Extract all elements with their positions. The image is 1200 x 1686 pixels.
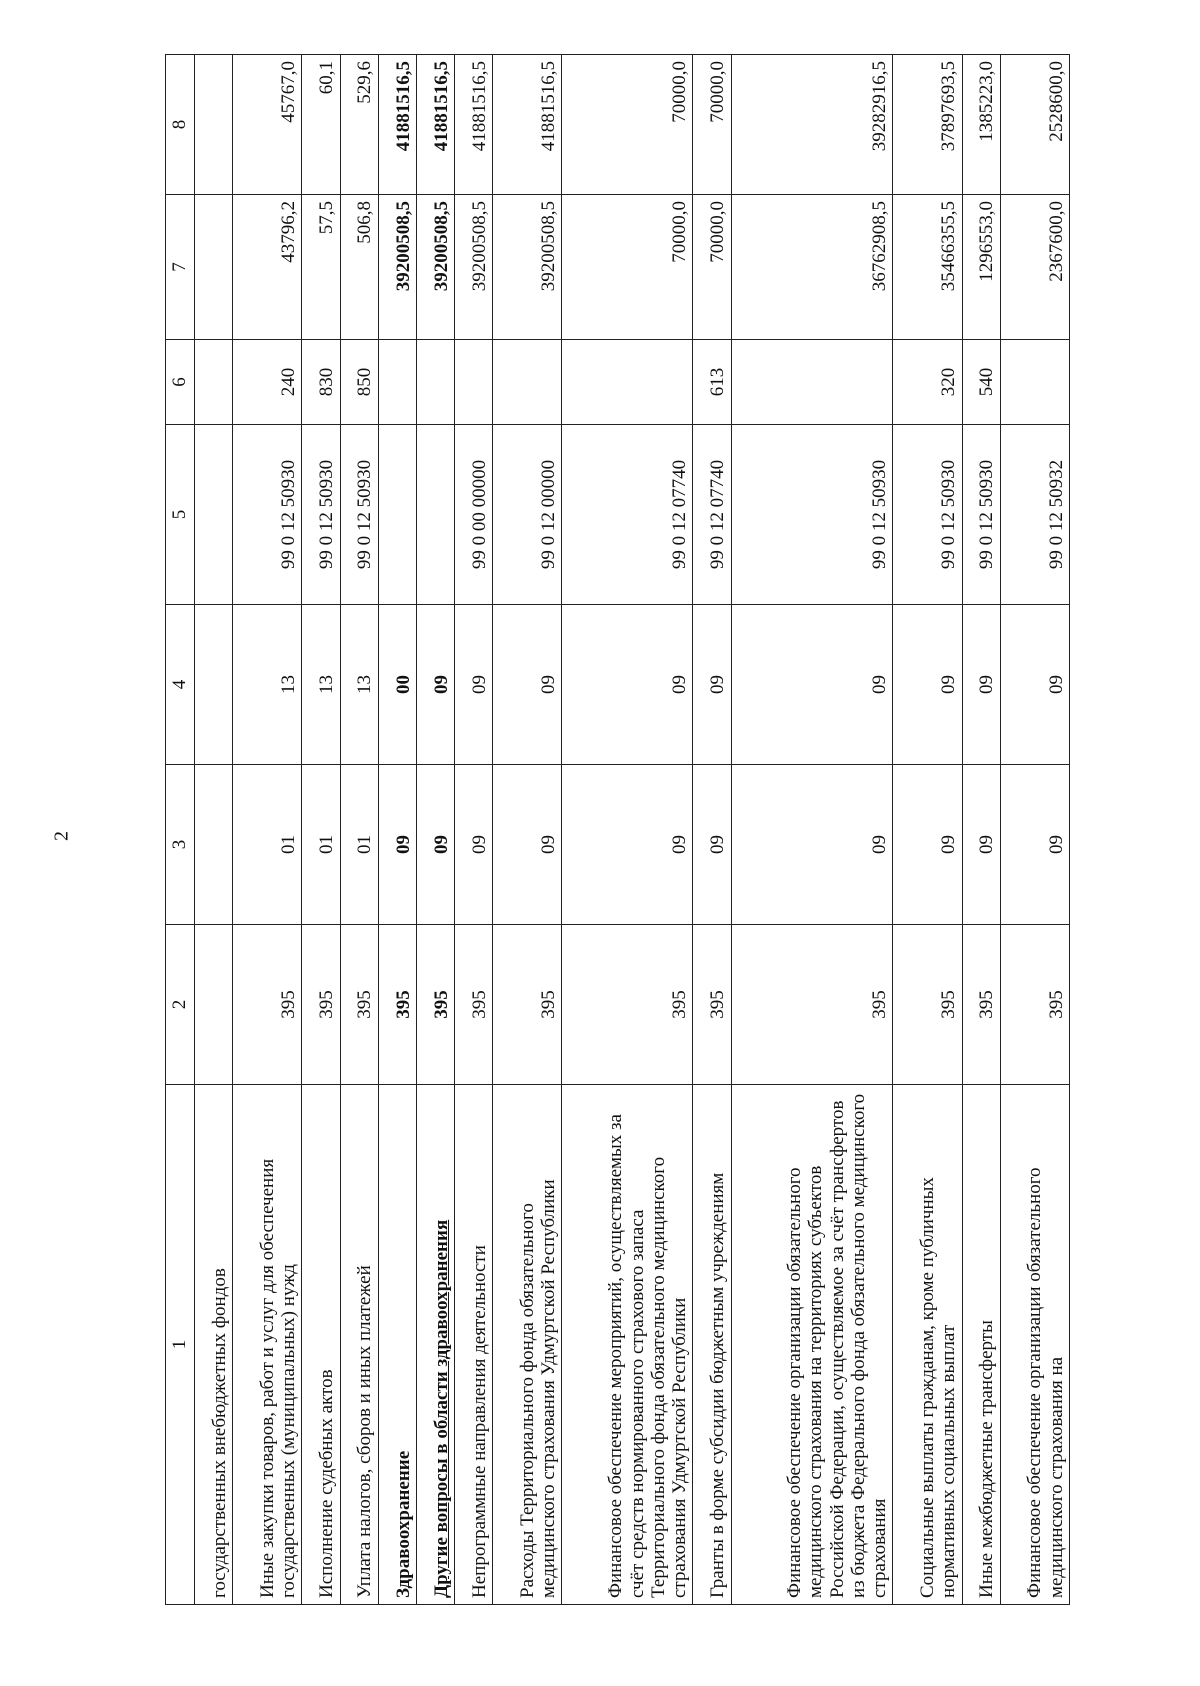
row-label: Исполнение судебных актов: [302, 1085, 340, 1605]
target-article-code: [416, 425, 454, 605]
target-article-code: 99 0 12 50930: [962, 425, 1000, 605]
subsection-code: 09: [731, 605, 893, 765]
subsection-code: 09: [893, 605, 962, 765]
amount-year-2: 41881516,5: [416, 55, 454, 195]
row-label: Социальные выплаты гражданам, кроме публичных нормативных социальных выплат: [893, 1085, 962, 1605]
table-row: [962, 55, 1000, 1605]
subsection-code: 13: [340, 605, 378, 765]
section-code: 01: [233, 765, 302, 925]
table-row: [731, 55, 893, 1605]
admin-code: 395: [233, 925, 302, 1085]
amount-year-1: 1296553,0: [962, 195, 1000, 340]
amount-year-2: 2528600,0: [1000, 55, 1069, 195]
amount-year-1: 2367600,0: [1000, 195, 1069, 340]
expense-type-code: 830: [302, 340, 340, 425]
subsection-code: 09: [1000, 605, 1069, 765]
target-article-code: [195, 425, 233, 605]
admin-code: 395: [893, 925, 962, 1085]
table-body: [195, 55, 1070, 1605]
subsection-code: 09: [693, 605, 731, 765]
subsection-code: 09: [455, 605, 493, 765]
row-label: Гранты в форме субсидии бюджетным учреждениям: [693, 1085, 731, 1605]
section-code: 09: [493, 765, 562, 925]
section-code: 09: [562, 765, 693, 925]
amount-year-2: 39282916,5: [731, 55, 893, 195]
expense-type-code: [493, 340, 562, 425]
section-code: 09: [893, 765, 962, 925]
subsection-code: 13: [233, 605, 302, 765]
target-article-code: 99 0 12 50930: [302, 425, 340, 605]
budget-table: [165, 54, 1070, 1605]
table-row: [340, 55, 378, 1605]
header-row: [166, 55, 195, 1605]
column-header: 2: [166, 925, 195, 1085]
row-label: Финансовое обеспечение мероприятий, осуществляемых за счёт средств нормированного страхового запаса Территориального фонда обязательного медицинского страхования Удмуртской Республики: [562, 1085, 693, 1605]
row-label: Непрограммные направления деятельности: [455, 1085, 493, 1605]
expense-type-code: 850: [340, 340, 378, 425]
section-code: 09: [693, 765, 731, 925]
admin-code: [195, 925, 233, 1085]
table-row: [378, 55, 416, 1605]
row-label: Расходы Территориального фонда обязательного медицинского страхования Удмуртской Республики: [493, 1085, 562, 1605]
amount-year-2: 41881516,5: [378, 55, 416, 195]
target-article-code: 99 0 12 07740: [693, 425, 731, 605]
amount-year-2: 70000,0: [693, 55, 731, 195]
table-row: [893, 55, 962, 1605]
target-article-code: 99 0 12 07740: [562, 425, 693, 605]
table-row: [233, 55, 302, 1605]
amount-year-2: [195, 55, 233, 195]
budget-table-rotated: [165, 55, 1070, 1605]
amount-year-1: 35466355,5: [893, 195, 962, 340]
amount-year-1: 506,8: [340, 195, 378, 340]
table-row: [195, 55, 233, 1605]
amount-year-1: [195, 195, 233, 340]
expense-type-code: [455, 340, 493, 425]
amount-year-1: 36762908,5: [731, 195, 893, 340]
column-header: 1: [166, 1085, 195, 1605]
expense-type-code: [195, 340, 233, 425]
target-article-code: 99 0 12 50930: [893, 425, 962, 605]
table-row: [302, 55, 340, 1605]
admin-code: 395: [378, 925, 416, 1085]
expense-type-code: [378, 340, 416, 425]
expense-type-code: [562, 340, 693, 425]
admin-code: 395: [1000, 925, 1069, 1085]
section-code: 09: [416, 765, 454, 925]
section-code: 09: [455, 765, 493, 925]
subsection-code: 00: [378, 605, 416, 765]
amount-year-1: 57,5: [302, 195, 340, 340]
row-label: Иные закупки товаров, работ и услуг для обеспечения государственных (муниципальных) нужд: [233, 1085, 302, 1605]
section-code: 09: [378, 765, 416, 925]
amount-year-1: 70000,0: [562, 195, 693, 340]
admin-code: 395: [693, 925, 731, 1085]
amount-year-2: 60,1: [302, 55, 340, 195]
section-code: 01: [340, 765, 378, 925]
table-row: [416, 55, 454, 1605]
expense-type-code: 320: [893, 340, 962, 425]
expense-type-code: [1000, 340, 1069, 425]
amount-year-2: 529,6: [340, 55, 378, 195]
section-code: 09: [962, 765, 1000, 925]
amount-year-1: 39200508,5: [416, 195, 454, 340]
row-label: государственных внебюджетных фондов: [195, 1085, 233, 1605]
expense-type-code: 240: [233, 340, 302, 425]
subsection-code: 09: [562, 605, 693, 765]
amount-year-1: 43796,2: [233, 195, 302, 340]
target-article-code: 99 0 12 00000: [493, 425, 562, 605]
expense-type-code: 540: [962, 340, 1000, 425]
section-code: 09: [1000, 765, 1069, 925]
expense-type-code: [731, 340, 893, 425]
column-header: 3: [166, 765, 195, 925]
expense-type-code: [416, 340, 454, 425]
column-header: 5: [166, 425, 195, 605]
row-label: Другие вопросы в области здравоохранения: [416, 1085, 454, 1605]
table-row: [693, 55, 731, 1605]
subsection-code: 09: [962, 605, 1000, 765]
row-label: Здравоохранение: [378, 1085, 416, 1605]
expense-type-code: 613: [693, 340, 731, 425]
amount-year-2: 41881516,5: [455, 55, 493, 195]
target-article-code: [378, 425, 416, 605]
amount-year-1: 39200508,5: [493, 195, 562, 340]
amount-year-1: 39200508,5: [378, 195, 416, 340]
admin-code: 395: [493, 925, 562, 1085]
row-label: Финансовое обеспечение организации обязательного медицинского страхования на: [1000, 1085, 1069, 1605]
target-article-code: 99 0 12 50932: [1000, 425, 1069, 605]
admin-code: 395: [302, 925, 340, 1085]
section-code: 01: [302, 765, 340, 925]
budget-table-container: [165, 55, 1070, 1605]
table-row: [562, 55, 693, 1605]
table-row: [1000, 55, 1069, 1605]
section-code: 09: [731, 765, 893, 925]
target-article-code: 99 0 12 50930: [731, 425, 893, 605]
column-header: 7: [166, 195, 195, 340]
row-label: Уплата налогов, сборов и иных платежей: [340, 1085, 378, 1605]
admin-code: 395: [731, 925, 893, 1085]
subsection-code: [195, 605, 233, 765]
amount-year-1: 39200508,5: [455, 195, 493, 340]
subsection-code: 09: [416, 605, 454, 765]
subsection-code: 09: [493, 605, 562, 765]
section-code: [195, 765, 233, 925]
admin-code: 395: [962, 925, 1000, 1085]
table-row: [455, 55, 493, 1605]
column-header: 4: [166, 605, 195, 765]
amount-year-2: 41881516,5: [493, 55, 562, 195]
row-label: Финансовое обеспечение организации обязательного медицинского страхования на территориях субъектов Российской Федерации, осуществляемое за счёт трансфертов из бюджета Федерального фонда обязательного медицинского страхования: [731, 1085, 893, 1605]
subsection-code: 13: [302, 605, 340, 765]
table-row: [493, 55, 562, 1605]
admin-code: 395: [416, 925, 454, 1085]
admin-code: 395: [455, 925, 493, 1085]
column-header: 8: [166, 55, 195, 195]
admin-code: 395: [562, 925, 693, 1085]
amount-year-2: 37897693,5: [893, 55, 962, 195]
column-header: 6: [166, 340, 195, 425]
amount-year-1: 70000,0: [693, 195, 731, 340]
target-article-code: 99 0 12 50930: [340, 425, 378, 605]
admin-code: 395: [340, 925, 378, 1085]
row-label: Иные межбюджетные трансферты: [962, 1085, 1000, 1605]
target-article-code: 99 0 00 00000: [455, 425, 493, 605]
amount-year-2: 45767,0: [233, 55, 302, 195]
amount-year-2: 1385223,0: [962, 55, 1000, 195]
amount-year-2: 70000,0: [562, 55, 693, 195]
target-article-code: 99 0 12 50930: [233, 425, 302, 605]
page-number: 2: [50, 831, 73, 841]
